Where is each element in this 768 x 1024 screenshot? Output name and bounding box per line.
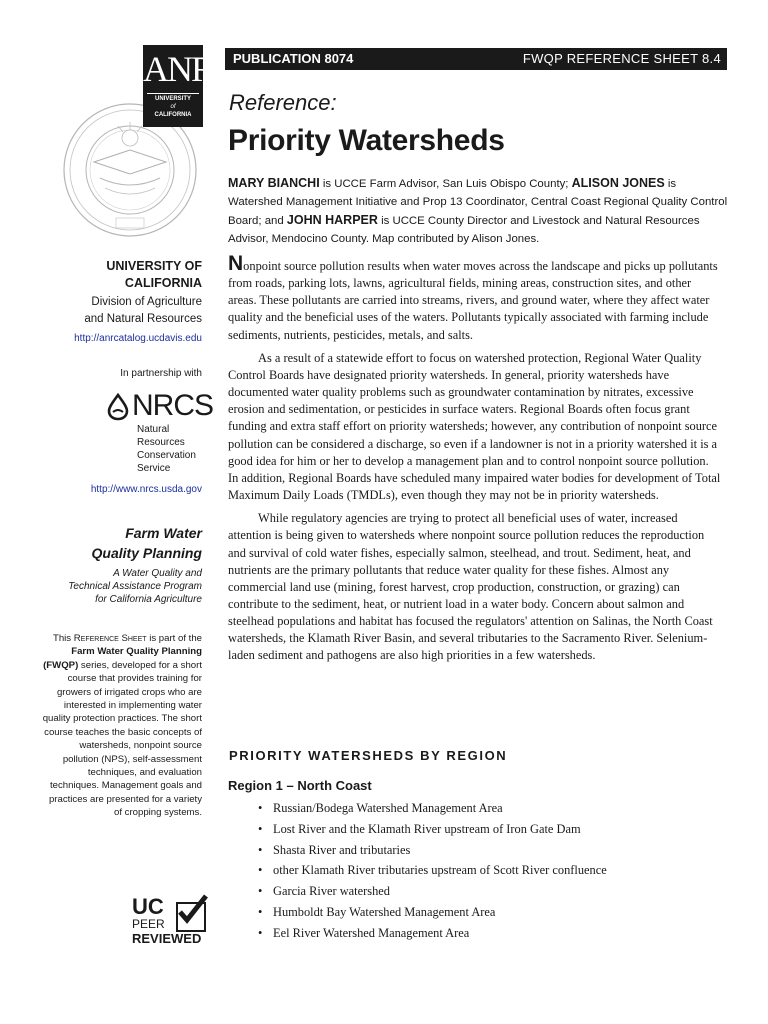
nrcs-logo — [106, 389, 214, 476]
paragraph-1 — [228, 252, 722, 344]
nrcs-link[interactable]: http://www.nrcs.usda.gov — [90, 484, 202, 495]
nrcs-line-2: Resources — [137, 437, 185, 448]
reference-label: Reference: — [229, 90, 337, 115]
region-watershed-list — [258, 798, 718, 944]
nrcs-full-name — [137, 423, 196, 475]
desc-part-1: This — [52, 633, 74, 644]
list-item: • Lost River and the Klamath River upstream of Iron Gate Dam — [258, 819, 718, 840]
anr-logo-letters: ANR — [143, 49, 214, 89]
division-name — [12, 294, 202, 328]
author-3-name: JOHN HARPER — [286, 213, 378, 227]
author-2-name: ALISON JONES — [571, 176, 665, 190]
anr-logo-sub-2: of — [170, 104, 176, 110]
checkmark-icon — [174, 894, 210, 926]
water-drop-icon — [106, 393, 130, 421]
left-sidebar — [0, 0, 215, 1024]
uc-peer-reviewed-badge — [132, 896, 216, 952]
desc-part-2: is part of the — [146, 633, 202, 644]
division-line-1: Division of Agriculture — [91, 296, 202, 308]
section-heading: PRIORITY WATERSHEDS BY REGION — [229, 748, 508, 763]
paragraph-1-text: onpoint source pollution results when water moves across the landscape and picks up pollutants from roads, parking lots, lawns, agricultural fields, mining areas, construction sites, and other areas. These pollutants are carried into streams, rivers, and ground water, where they affect water quality and the beneficial uses of the waters. Pollutants typically associated with farming include sediments, nutrients, pesticides, metals, and salts. — [228, 259, 718, 342]
list-item: • Eel River Watershed Management Area — [258, 923, 718, 944]
fwqp-title — [12, 523, 202, 563]
fwqp-description — [42, 632, 202, 820]
peer-badge-reviewed: REVIEWED — [132, 931, 202, 946]
author-3-role: is UCCE County Director and Livestock and Natural Resources Advisor, Mendocino County. Map contributed by Alison Jones. — [228, 215, 700, 245]
desc-part-3: series, developed for a short course that provides training for growers of irrigated crops who are interested in implementing water quality protection practices. The short course teaches the basic concepts of watersheds, nonpoint source pollution (NPS), self-assessment techniques, and evaluation techniques. Management goals and practices are presented for a variety of cropping systems. — [42, 659, 202, 819]
author-1-name: MARY BIANCHI — [228, 176, 320, 190]
nrcs-line-3: Conservation — [137, 450, 196, 461]
checkbox-icon — [176, 902, 206, 932]
nrcs-line-4: Service — [137, 463, 171, 474]
list-item: • Shasta River and tributaries — [258, 840, 718, 861]
anr-logo-rule — [147, 93, 199, 94]
list-item: • Humboldt Bay Watershed Management Area — [258, 902, 718, 923]
anr-logo-sub-1: UNIVERSITY — [154, 96, 191, 102]
fwqp-title-line-2: Quality Planning — [91, 545, 202, 561]
fwqp-sub-line-1: A Water Quality and — [113, 568, 202, 579]
partnership-label: In partnership with — [120, 368, 202, 379]
list-item: • Garcia River watershed — [258, 881, 718, 902]
peer-badge-uc: UC — [132, 894, 164, 919]
publication-header-bar — [225, 48, 727, 70]
nrcs-line-1: Natural — [137, 424, 170, 435]
anr-logo-sub-3: CALIFORNIA — [154, 112, 192, 118]
publication-number: PUBLICATION 8074 — [233, 51, 354, 66]
paragraph-3: While regulatory agencies are trying to protect all beneficial uses of water, increased attention is being given to watersheds where nonpoint source pollution reduces the reproduction and survival of cold water fishes, especially salmon, steelhead, and trout. Sediment, heat, and nutrients are the primary pollutants that reduce water quality for these fishes. Almost any commercial land use (mining, forest harvest, crop production, construction, or grazing) can contribute to the sediment, heat, or nutrient load in a water body. Concern about salmon and steelhead populations and habitat has focused the regulators' attention on Salinas, the North Coast watersheds, the Klamath River Basin, and several tributaries to the Sacramento River. Selenium-laden sediment and pathogens are also high priorities in a few watersheds. — [228, 511, 713, 663]
fwqp-subtitle — [12, 567, 202, 606]
anr-catalog-link[interactable]: http://anrcatalog.ucdavis.edu — [74, 333, 202, 344]
author-1-role: is UCCE Farm Advisor, San Luis Obispo County; — [319, 178, 572, 190]
region-heading: Region 1 – North Coast — [228, 778, 372, 793]
reference-sheet-number: FWQP REFERENCE SHEET 8.4 — [522, 51, 721, 66]
anr-logo — [143, 45, 214, 127]
division-line-2: and Natural Resources — [84, 313, 202, 325]
nrcs-wordmark: NRCS — [132, 389, 214, 422]
anr-logo-subtitle — [143, 95, 203, 119]
university-name-line-1: UNIVERSITY OF — [106, 259, 202, 273]
fwqp-sub-line-2: Technical Assistance Program — [68, 581, 202, 592]
body-text — [228, 252, 722, 665]
author-credits — [228, 174, 728, 248]
desc-bold: Farm Water Quality Planning (FWQP) — [43, 646, 202, 671]
page-title: Priority Watersheds — [228, 124, 505, 157]
fwqp-title-line-1: Farm Water — [125, 525, 202, 541]
drop-cap: N — [228, 252, 244, 275]
university-name-line-2: CALIFORNIA — [124, 276, 202, 290]
desc-reference-sheet: Reference Sheet — [73, 633, 147, 644]
list-item: • Russian/Bodega Watershed Management Area — [258, 798, 718, 819]
author-2-role: is Watershed Management Initiative and Prop 13 Coordinator, Central Coast Regional Quality Control Board; and — [228, 178, 728, 227]
paragraph-2: As a result of a statewide effort to focus on watershed protection, Regional Water Quality Control Boards have designated priority watersheds. In general, priority watersheds have documented water quality problems such as groundwater contamination by nitrates, excessive erosion and sedimentation, or pesticides in surface waters. Regional Boards often focus grant funding and extra staff effort on priority watersheds; however, any contribution of nonpoint source pollution can be considered a discharge, so even if a landowner is not in a priority watershed it is a good idea for him or her to develop a management plan and to control nonpoint source pollution. In addition, Regional Boards have scheduled many impaired water bodies for development of Total Maximum Daily Loads (TMDLs), even though they may not be in priority watersheds. — [228, 350, 721, 503]
list-item: • other Klamath River tributaries upstream of Scott River confluence — [258, 860, 718, 881]
university-name — [22, 258, 202, 292]
fwqp-sub-line-3: for California Agriculture — [95, 594, 202, 605]
peer-badge-peer: PEER — [132, 917, 165, 931]
